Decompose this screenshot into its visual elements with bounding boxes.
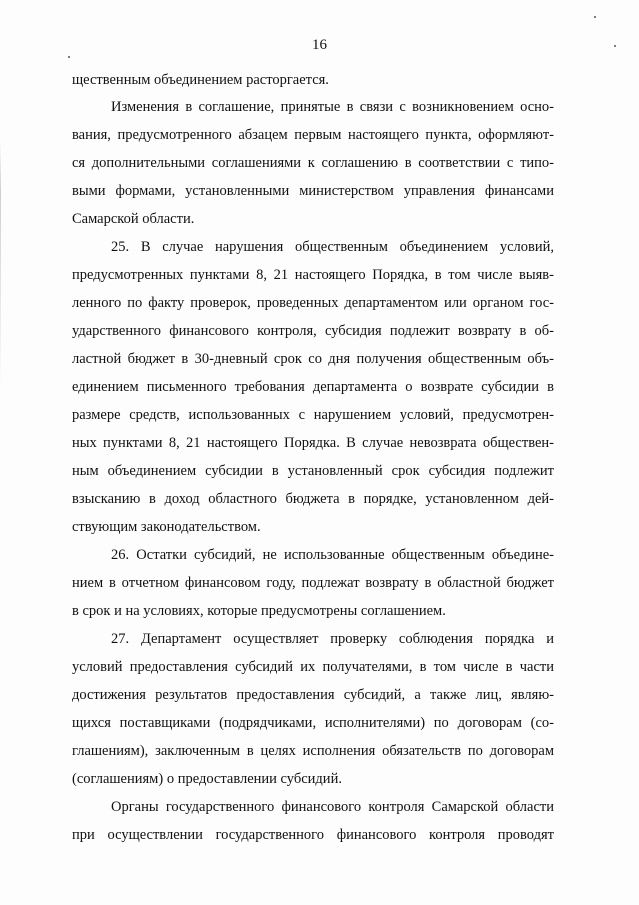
text-line: ся дополнительными соглашениями к соглашению в соответствии с типо- (72, 155, 554, 171)
text-line: Изменения в соглашение, принятые в связи с возникновением осно- (111, 99, 554, 115)
scan-speck (68, 56, 70, 58)
text-line: вания, предусмотренного абзацем первым настоящего пункта, оформляют- (72, 127, 554, 143)
text-line: (соглашениям) о предоставлении субсидий. (72, 771, 342, 787)
page-number: 16 (312, 37, 327, 53)
text-line: Самарской области. (72, 211, 195, 227)
text-line: щихся поставщиками (подрядчиками, исполнителями) по договорам (со- (72, 715, 554, 731)
text-line: выми формами, установленными министерством управления финансами (72, 183, 554, 199)
scan-speck (594, 16, 596, 18)
text-line: ударственного финансового контроля, субсидия подлежит возврату в об- (72, 323, 554, 339)
text-line: глашениям), заключенным в целях исполнения обязательств по договорам (72, 743, 554, 759)
text-line: ластной бюджет в 30-дневный срок со дня получения общественным объ- (72, 351, 554, 367)
scan-edge-shadow (0, 140, 1, 400)
text-line: Органы государственного финансового контроля Самарской области (111, 799, 554, 815)
text-line: размере средств, использованных с нарушением условий, предусмотрен- (72, 407, 554, 423)
text-line: предусмотренных пунктами 8, 21 настоящего Порядка, в том числе выяв- (72, 267, 554, 283)
text-line: единением письменного требования департамента о возврате субсидии в (72, 379, 554, 395)
text-line: щественным объединением расторгается. (72, 72, 329, 88)
text-line: ленного по факту проверок, проведенных департаментом или органом гос- (72, 295, 554, 311)
text-line: ным объединением субсидии в установленный срок субсидия подлежит (72, 463, 554, 479)
text-line: достижения результатов предоставления субсидий, а также лиц, являю- (72, 687, 554, 703)
text-line: 27. Департамент осуществляет проверку соблюдения порядка и (111, 631, 554, 647)
text-line: нием в отчетном финансовом году, подлежат возврату в областной бюджет (72, 575, 554, 591)
text-line: условий предоставления субсидий их получателями, в том числе в части (72, 659, 554, 675)
text-line: 25. В случае нарушения общественным объединением условий, (111, 239, 554, 255)
text-line: в срок и на условиях, которые предусмотрены соглашением. (72, 603, 446, 619)
text-line: при осуществлении государственного финансового контроля проводят (72, 827, 554, 843)
text-line: ствующим законодательством. (72, 519, 261, 535)
text-line: 26. Остатки субсидий, не использованные общественным объедине- (111, 547, 554, 563)
text-line: взысканию в доход областного бюджета в порядке, установленном дей- (72, 491, 554, 507)
text-line: ных пунктами 8, 21 настоящего Порядка. В случае невозврата обществен- (72, 435, 554, 451)
